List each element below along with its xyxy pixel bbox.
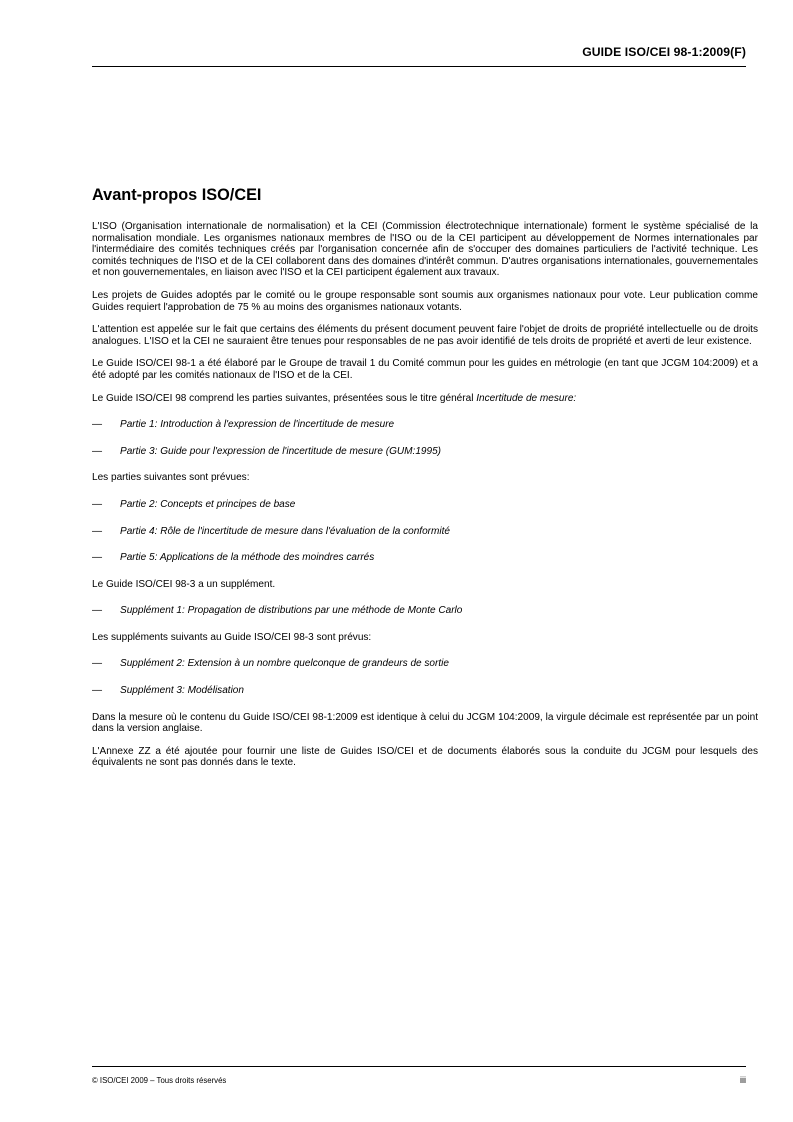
dash-bullet-icon: — — [92, 445, 103, 457]
list-item-part-5 — [92, 552, 758, 564]
list-item-text: Supplément 3: Modélisation — [120, 685, 244, 697]
list-item-text: Partie 3: Guide pour l'expression de l'incertitude de mesure (GUM:1995) — [120, 445, 442, 457]
paragraph-organisation: L'ISO (Organisation internationale de normalisation) et la CEI (Commission électrotechnique internationale) forment le système spécialisé de la normalisation mondiale. Les organismes nationaux membres de l'ISO ou de la CEI participent au développement de Normes internationales par l'intermédiaire des comités techniques créés par l'organisation concernée afin de s'occuper des domaines particuliers de l'activité technique. Les comités techniques de l'ISO et de la CEI collaborent dans des domaines d'intérêt commun. D'autres organisations internationales, gouvernementales et non gouvernementales, en liaison avec l'ISO et la CEI participent également aux travaux. — [92, 221, 758, 279]
header-rule — [92, 66, 746, 67]
dash-bullet-icon: — — [92, 498, 103, 510]
dash-bullet-icon: — — [92, 605, 103, 617]
dash-bullet-icon: — — [92, 658, 103, 670]
list-item-part-3 — [92, 446, 758, 458]
dash-bullet-icon: — — [92, 685, 103, 697]
list-item-text: Partie 4: Rôle de l'incertitude de mesure dans l'évaluation de la conformité — [120, 525, 450, 537]
paragraph-decimal-point: Dans la mesure où le contenu du Guide ISO/CEI 98-1:2009 est identique à celui du JCGM 104:2009, la virgule décimale est représentée par un point dans la version anglaise. — [92, 711, 758, 735]
dash-bullet-icon: — — [92, 525, 103, 537]
list-item-supplement-3 — [92, 685, 758, 697]
footer-rule — [92, 1066, 746, 1067]
paragraph-parts-intro — [92, 393, 758, 405]
paragraph-patent-rights: L'attention est appelée sur le fait que certains des éléments du présent document peuvent faire l'objet de droits de propriété intellectuelle ou de droits analogues. L'ISO et la CEI ne sauraient être tenues pour responsables de ne pas avoir identifié de tels droits de propriété et averti de leur existence. — [92, 324, 758, 347]
copyright-notice: © ISO/CEI 2009 – Tous droits réservés — [92, 1076, 227, 1085]
list-item-supplement-2 — [92, 658, 758, 670]
parts-general-title: Incertitude de mesure: — [476, 392, 577, 404]
list-item-part-2 — [92, 499, 758, 511]
list-item-text: Supplément 1: Propagation de distributions par une méthode de Monte Carlo — [120, 605, 463, 617]
dash-bullet-icon: — — [92, 552, 103, 564]
list-item-part-4 — [92, 526, 758, 538]
list-item-supplement-1 — [92, 605, 758, 617]
list-item-text: Supplément 2: Extension à un nombre quelconque de grandeurs de sortie — [120, 658, 449, 670]
page-number: iii — [740, 1075, 746, 1085]
list-item-text: Partie 5: Applications de la méthode des moindres carrés — [120, 552, 375, 564]
paragraph-working-group: Le Guide ISO/CEI 98-1 a été élaboré par le Groupe de travail 1 du Comité commun pour les guides en métrologie (en tant que JCGM 104:2009) et a été adopté par les comités nationaux de l'ISO et de la CEI. — [92, 358, 758, 381]
page-content — [92, 186, 758, 780]
list-item-part-1 — [92, 419, 758, 431]
paragraph-vote: Les projets de Guides adoptés par le comité ou le groupe responsable sont soumis aux organismes nationaux pour vote. Leur publication comme Guides requiert l'approbation de 75 % au moins des organismes nationaux votants. — [92, 289, 758, 313]
page-title: Avant-propos ISO/CEI — [92, 186, 262, 204]
paragraph-planned-parts-intro: Les parties suivantes sont prévues: — [92, 472, 250, 484]
paragraph-annex-zz: L'Annexe ZZ a été ajoutée pour fournir une liste de Guides ISO/CEI et de documents élaborés sous la conduite du JCGM pour lesquels des équivalents ne sont pas donnés dans le texte. — [92, 745, 758, 769]
list-item-text: Partie 1: Introduction à l'expression de l'incertitude de mesure — [120, 419, 395, 431]
paragraph-supplement-intro: Le Guide ISO/CEI 98-3 a un supplément. — [92, 578, 276, 590]
parts-intro-text: Le Guide ISO/CEI 98 comprend les parties suivantes, présentées sous le titre général — [92, 392, 477, 404]
dash-bullet-icon: — — [92, 419, 103, 431]
document-id-header: GUIDE ISO/CEI 98-1:2009(F) — [582, 45, 746, 59]
paragraph-planned-supplements-intro: Les suppléments suivants au Guide ISO/CEI 98-3 sont prévus: — [92, 631, 372, 643]
list-item-text: Partie 2: Concepts et principes de base — [120, 498, 296, 510]
